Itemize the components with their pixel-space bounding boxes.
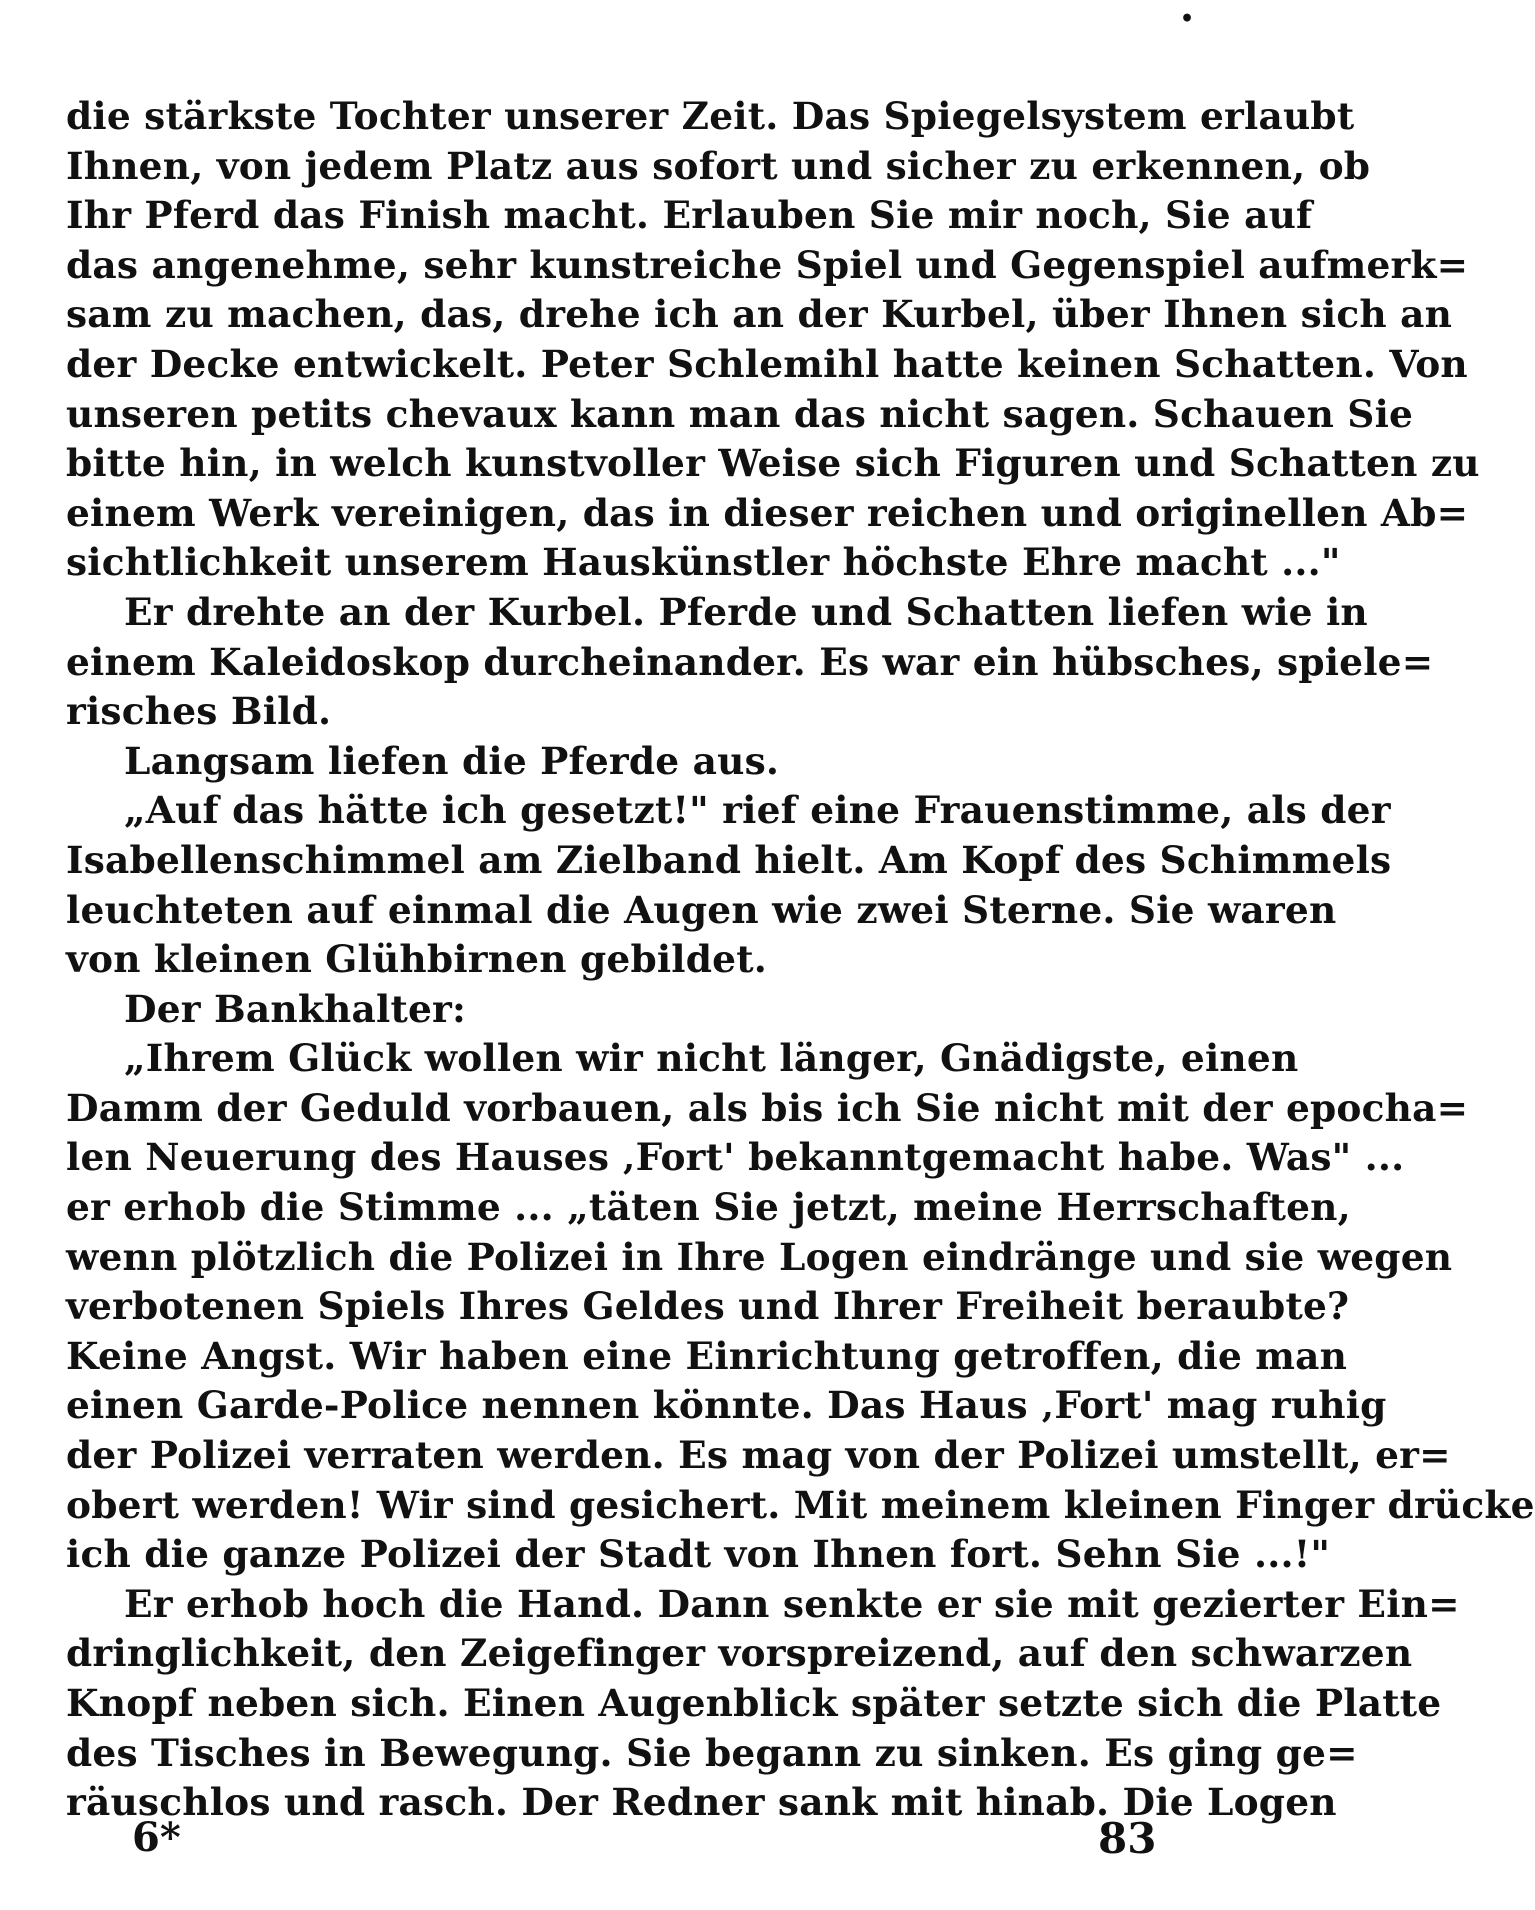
text-line: risches Bild. [66, 689, 332, 734]
corner-mark: • [1180, 6, 1195, 32]
text-line: des Tisches in Bewegung. Sie begann zu sinken. Es ging ge= [66, 1730, 1358, 1775]
text-line: Keine Angst. Wir haben eine Einrichtung getroffen, die man [66, 1333, 1348, 1378]
text-line: len Neuerung des Hauses ‚Fort' bekanntgemacht habe. Was" ... [66, 1135, 1405, 1180]
text-line: einem Werk vereinigen, das in dieser reichen und originellen Ab= [66, 490, 1469, 535]
text-line: die stärkste Tochter unserer Zeit. Das Spiegelsystem erlaubt [66, 94, 1355, 138]
text-line: das angenehme, sehr kunstreiche Spiel und Gegenspiel aufmerk= [66, 242, 1469, 287]
text-line: wenn plötzlich die Polizei in Ihre Logen eindränge und sie wegen [66, 1234, 1453, 1279]
text-line: Er drehte an der Kurbel. Pferde und Schatten liefen wie in [124, 589, 1368, 634]
text-line: sam zu machen, das, drehe ich an der Kurbel, über Ihnen sich an [66, 292, 1453, 337]
text-line: Isabellenschimmel am Zielband hielt. Am Kopf des Schimmels [66, 837, 1392, 882]
text-line: der Polizei verraten werden. Es mag von der Polizei umstellt, er= [66, 1433, 1451, 1478]
text-line: Der Bankhalter: [124, 986, 467, 1031]
text-line: dringlichkeit, den Zeigefinger vorspreizend, auf den schwarzen [66, 1631, 1413, 1676]
page-number: 83 [1098, 1814, 1157, 1863]
text-line: von kleinen Glühbirnen gebildet. [66, 937, 768, 982]
text-line: Knopf neben sich. Einen Augenblick später setzte sich die Platte [66, 1681, 1442, 1725]
text-line: er erhob die Stimme ... „täten Sie jetzt, meine Herrschaften, [66, 1185, 1351, 1230]
text-line: sichtlichkeit unserem Hauskünstler höchste Ehre macht ..." [66, 540, 1341, 585]
text-line: verbotenen Spiels Ihres Geldes und Ihrer Freiheit beraubte? [66, 1284, 1350, 1329]
text-line: bitte hin, in welch kunstvoller Weise sich Figuren und Schatten zu [66, 441, 1480, 486]
text-line: Ihr Pferd das Finish macht. Erlauben Sie mir noch, Sie auf [66, 193, 1313, 238]
text-line: einem Kaleidoskop durcheinander. Es war ein hübsches, spiele= [66, 639, 1434, 684]
text-line: leuchteten auf einmal die Augen wie zwei Sterne. Sie waren [66, 887, 1337, 932]
text-line: ich die ganze Polizei der Stadt von Ihnen fort. Sehn Sie ...!" [66, 1532, 1331, 1577]
text-line: einen Garde-Police nennen könnte. Das Haus ‚Fort' mag ruhig [66, 1383, 1387, 1428]
text-line: Damm der Geduld vorbauen, als bis ich Sie nicht mit der epocha= [66, 1085, 1469, 1130]
text-line: Ihnen, von jedem Platz aus sofort und sicher zu erkennen, ob [66, 143, 1371, 188]
text-line: der Decke entwickelt. Peter Schlemihl hatte keinen Schatten. Von [66, 341, 1468, 386]
text-line: räuschlos und rasch. Der Redner sank mit hinab. Die Logen [66, 1780, 1337, 1825]
text-line: Langsam liefen die Pferde aus. [124, 738, 780, 783]
signature-mark: 6* [132, 1814, 181, 1861]
text-line: obert werden! Wir sind gesichert. Mit meinem kleinen Finger drücke [66, 1482, 1535, 1527]
text-line: „Ihrem Glück wollen wir nicht länger, Gnädigste, einen [124, 1036, 1299, 1081]
text-line: Er erhob hoch die Hand. Dann senkte er sie mit gezierter Ein= [124, 1581, 1460, 1626]
text-line: „Auf das hätte ich gesetzt!" rief eine Frauenstimme, als der [124, 788, 1391, 833]
text-line: unseren petits chevaux kann man das nicht sagen. Schauen Sie [66, 391, 1414, 436]
body-text [66, 92, 1535, 1828]
